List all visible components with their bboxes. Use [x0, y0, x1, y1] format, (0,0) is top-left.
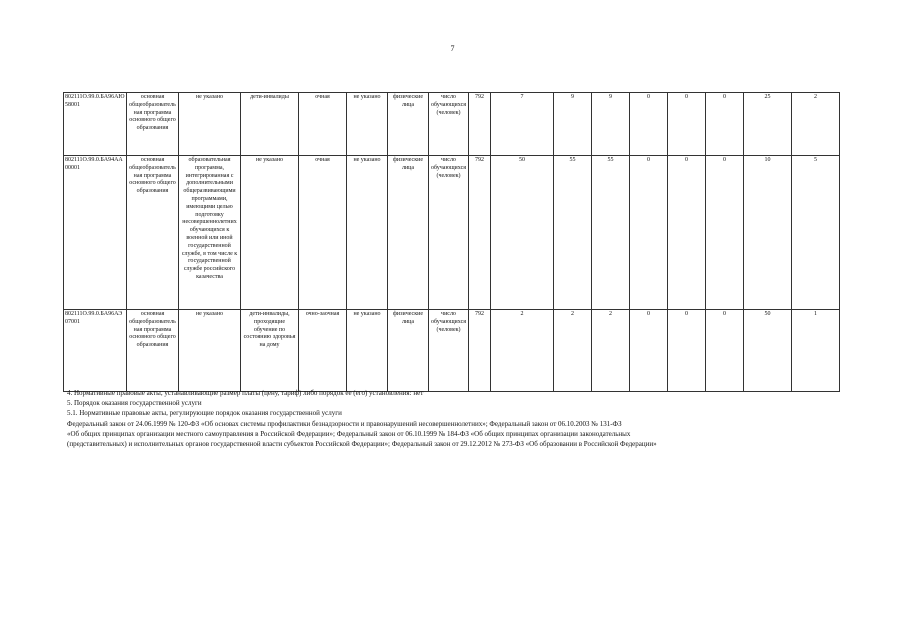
table-cell: не указано — [347, 93, 388, 156]
note-line: Федеральный закон от 24.06.1999 № 120-ФЗ «Об основах системы профилактики безнадзорности и правонарушений несовершеннолетних»; Федеральный закон от 06.10.2003 № 131-ФЗ — [67, 419, 622, 428]
table-row — [64, 310, 840, 392]
table-cell: 0 — [630, 310, 668, 392]
table-cell: 0 — [668, 93, 706, 156]
table-cell: 0 — [706, 156, 744, 310]
table-cell: основная общеобразовательная программа основного общего образования — [127, 93, 179, 156]
table-cell: не указано — [241, 156, 299, 310]
table-cell: 2 — [554, 310, 592, 392]
note-line: 4. Нормативные правовые акты, устанавливающие размер платы (цену, тариф) либо порядок ее (его) установления: нет — [67, 389, 424, 397]
table-cell: 2 — [592, 310, 630, 392]
table-cell: 25 — [744, 93, 792, 156]
table-cell: 792 — [469, 310, 491, 392]
table-cell: 0 — [668, 156, 706, 310]
table-cell: 10 — [744, 156, 792, 310]
table-cell: 50 — [744, 310, 792, 392]
table-cell: число обучающихся (человек) — [429, 156, 469, 310]
table-cell: 792 — [469, 93, 491, 156]
table-cell: 5 — [792, 156, 840, 310]
table-cell: 55 — [592, 156, 630, 310]
table-cell: физические лица — [388, 93, 429, 156]
table-cell: 50 — [491, 156, 554, 310]
table-cell: не указано — [347, 310, 388, 392]
table-cell: не указано — [179, 310, 241, 392]
table-cell: 2 — [491, 310, 554, 392]
table-cell: основная общеобразовательная программа основного общего образования — [127, 156, 179, 310]
registry-code-cell: 802111О.99.0.БА96АЮ58001 — [64, 93, 127, 156]
table-cell: дети-инвалиды, проходящие обучение по состоянию здоровья на дому — [241, 310, 299, 392]
table-cell: 7 — [491, 93, 554, 156]
table-cell: очная — [299, 156, 347, 310]
table-cell: 55 — [554, 156, 592, 310]
notes-section — [67, 388, 837, 449]
service-table — [63, 92, 840, 392]
table-cell: 0 — [706, 93, 744, 156]
table-cell: не указано — [179, 93, 241, 156]
table-cell: 1 — [792, 310, 840, 392]
table-cell: 9 — [554, 93, 592, 156]
table-cell: физические лица — [388, 156, 429, 310]
table-cell: число обучающихся (человек) — [429, 93, 469, 156]
page-number: 7 — [450, 44, 455, 53]
registry-code-cell: 802111О.99.0.БА94АА00001 — [64, 156, 127, 310]
table-row — [64, 93, 840, 156]
note-line: 5.1. Нормативные правовые акты, регулирующие порядок оказания государственной услуги — [67, 409, 342, 418]
table-cell: очно-заочная — [299, 310, 347, 392]
table-cell: 2 — [792, 93, 840, 156]
table-cell: 0 — [668, 310, 706, 392]
table-cell: образовательная программа, интегрированная с дополнительными общеразвивающими программами, имеющими целью подготовку несовершеннолетних обучающихся к военной или иной государственной службе, в том числе к государственной службе российского казачества — [179, 156, 241, 310]
table-cell: 9 — [592, 93, 630, 156]
table-cell: число обучающихся (человек) — [429, 310, 469, 392]
table-cell: 0 — [706, 310, 744, 392]
table-row — [64, 156, 840, 310]
table-cell: основная общеобразовательная программа основного общего образования — [127, 310, 179, 392]
note-line: 5. Порядок оказания государственной услуги — [67, 399, 202, 408]
registry-code-cell: 802111О.99.0.БА96АЭ07001 — [64, 310, 127, 392]
table-cell: очная — [299, 93, 347, 156]
table-cell: 792 — [469, 156, 491, 310]
note-line: (представительных) и исполнительных органов государственной власти субъектов Российской Федерации»; Федеральный закон от 29.12.2012 № 273-ФЗ «Об образовании в Российской Федерации» — [67, 440, 657, 449]
table-cell: дети-инвалиды — [241, 93, 299, 156]
table-cell: 0 — [630, 156, 668, 310]
table-cell: не указано — [347, 156, 388, 310]
note-line: «Об общих принципах организации местного самоуправления в Российской Федерации»; Федеральный закон от 06.10.1999 № 184-ФЗ «Об общих принципах организации законодательных — [67, 429, 631, 438]
table-cell: 0 — [630, 93, 668, 156]
table-cell: физические лица — [388, 310, 429, 392]
